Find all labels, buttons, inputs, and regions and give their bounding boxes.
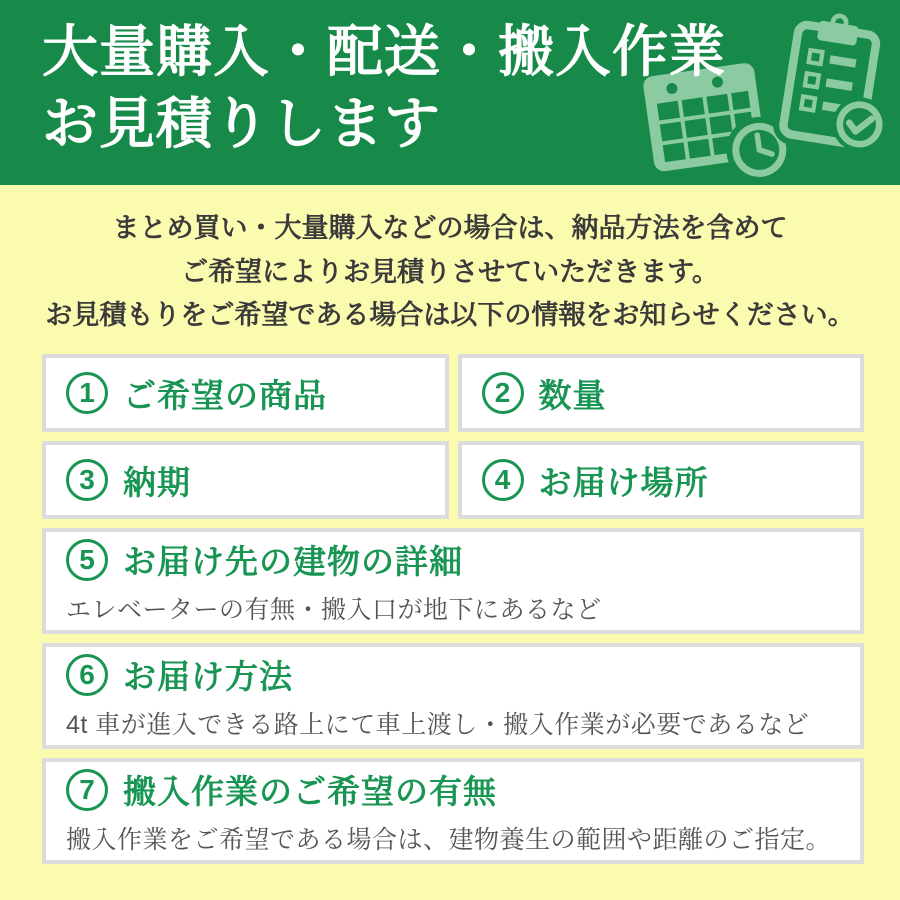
info-item-delivery-place [458,441,865,519]
intro-line: お見積もりをご希望である場合は以下の情報をお知らせください。 [45,300,855,331]
intro-line: ご希望によりお見積りさせていただきます。 [181,256,719,287]
number-badge: 6 [66,654,108,696]
info-item-title: お届け先の建物の詳細 [123,543,463,581]
number-badge: 7 [66,769,108,811]
intro-line: まとめ買い・大量購入などの場合は、納品方法を含めて [112,213,788,243]
info-item-quantity [458,354,865,432]
info-item-building-details [42,528,864,634]
info-item-title: ご希望の商品 [123,376,327,414]
number-badge: 3 [66,459,108,501]
number-badge: 1 [66,372,108,414]
info-item-title: お届け場所 [538,463,709,501]
number-badge: 2 [482,372,524,414]
info-item-title: 数量 [538,376,607,414]
number-badge: 4 [482,459,524,501]
info-item-carry-in-request [42,758,864,864]
info-item-note: 搬入作業をご希望である場合は、建物養生の範囲や距離のご指定。 [66,826,832,855]
page-title-line2: お見積りします [42,91,441,155]
page-title-line1: 大量購入・配送・搬入作業 [42,20,726,83]
intro-text [0,185,900,350]
info-item-desired-product [42,354,449,432]
info-item-note: エレベーターの有無・搬入口が地下にあるなど [66,596,602,625]
info-item-title: 搬入作業のご希望の有無 [123,773,497,811]
info-item-title: 納期 [123,463,191,501]
info-item-title: お届け方法 [123,658,293,696]
info-item-delivery-date [42,441,449,519]
page-title [42,16,900,159]
info-item-delivery-method [42,643,864,749]
header [0,0,900,185]
info-item-note: 4t 車が進入できる路上にて車上渡し・搬入作業が必要であるなど [66,711,810,740]
info-grid [0,350,900,864]
number-badge: 5 [66,539,108,581]
